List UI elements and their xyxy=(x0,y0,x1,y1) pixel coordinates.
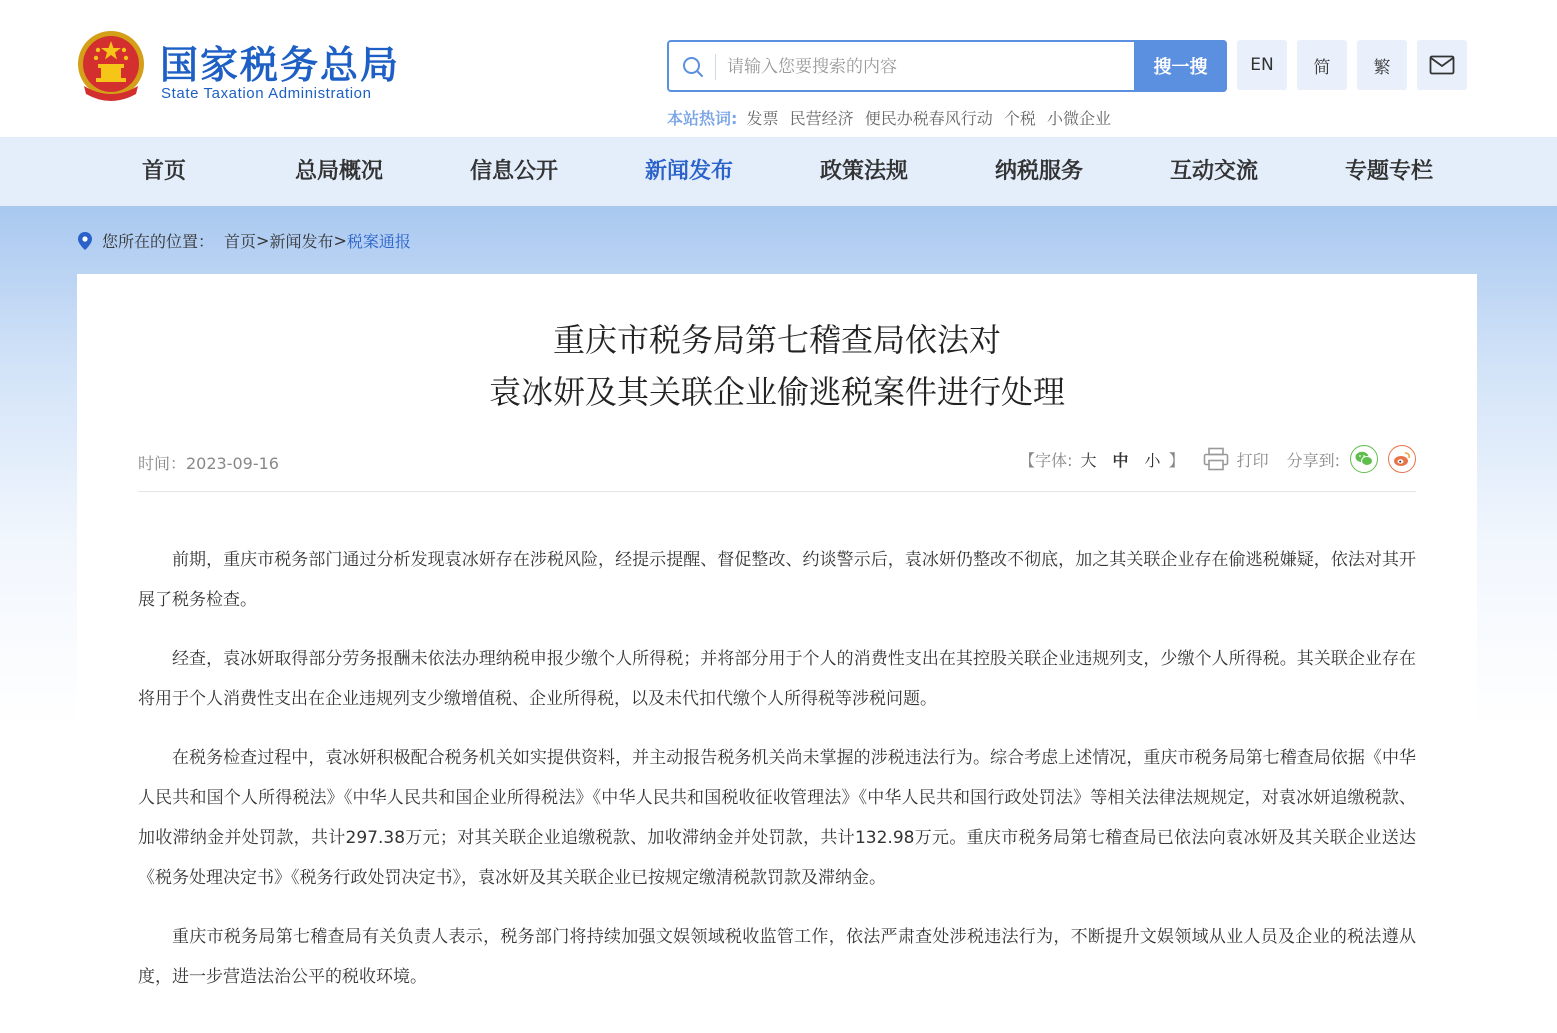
search-input[interactable] xyxy=(727,52,1127,82)
hotwords-label: 本站热词: xyxy=(667,109,738,128)
nav-item-special-topics[interactable]: 专题专栏 xyxy=(1344,159,1434,184)
wechat-icon xyxy=(1355,451,1373,467)
nav-item-interaction[interactable]: 互动交流 xyxy=(1169,159,1259,184)
article-title xyxy=(77,314,1477,418)
article-title-line1: 重庆市税务局第七稽查局依法对 xyxy=(552,321,1001,359)
font-size-medium[interactable]: 中 xyxy=(1112,450,1129,470)
weibo-icon xyxy=(1393,451,1411,467)
article-tools xyxy=(1019,444,1416,474)
traditional-chinese-button[interactable]: 繁 xyxy=(1357,40,1407,90)
breadcrumb-separator: > xyxy=(333,231,347,250)
location-pin-icon xyxy=(78,232,92,250)
hotword-link[interactable]: 便民办税春风行动 xyxy=(864,109,993,128)
mail-icon xyxy=(1429,55,1455,75)
print-button[interactable]: 打印 xyxy=(1236,450,1269,470)
main-nav xyxy=(0,137,1557,206)
simplified-chinese-button[interactable]: 简 xyxy=(1297,40,1347,90)
print-icon[interactable] xyxy=(1203,447,1229,471)
search-box xyxy=(667,40,1227,92)
publish-time: 时间：2023-09-16 xyxy=(138,454,279,473)
font-size-small[interactable]: 小 xyxy=(1144,450,1161,470)
mail-button[interactable] xyxy=(1417,40,1467,90)
site-header xyxy=(0,0,1557,137)
nav-item-news[interactable]: 新闻发布 xyxy=(644,159,734,184)
search-button[interactable]: 搜一搜 xyxy=(1134,40,1227,92)
search-icon xyxy=(681,55,705,79)
hotword-link[interactable]: 民营经济 xyxy=(789,109,854,128)
article-paragraph: 在税务检查过程中，袁冰妍积极配合税务机关如实提供资料，并主动报告税务机关尚未掌握的涉税违法行为。综合考虑上述情况，重庆市税务局第七稽查局依据《中华人民共和国个人所得税法》《中华人民共和国企业所得税法》《中华人民共和国税收征收管理法》《中华人民共和国行政处罚法》等相关法律法规规定，对袁冰妍追缴税款、加收滞纳金并处罚款，共计297.38万元；对其关联企业追缴税款、加收滞纳金并处罚款，共计132.98万元。重庆市税务局第七稽查局已依法向袁冰妍及其关联企业送达《税务处理决定书》《税务行政处罚决定书》，袁冰妍及其关联企业已按规定缴清税款罚款及滞纳金。 xyxy=(138,748,1416,888)
breadcrumb-tax-case[interactable]: 税案通报 xyxy=(346,232,411,251)
share-wechat-button[interactable] xyxy=(1350,445,1378,473)
english-button[interactable]: EN xyxy=(1237,40,1287,90)
hotword-link[interactable]: 小微企业 xyxy=(1046,109,1111,128)
breadcrumb-home[interactable]: 首页 xyxy=(224,232,257,251)
breadcrumb xyxy=(78,229,411,252)
article-paragraph: 重庆市税务局第七稽查局有关负责人表示，税务部门将持续加强文娱领域税收监管工作，依法严肃查处涉税违法行为，不断提升文娱领域从业人员及企业的税法遵从度，进一步营造法治公平的税收环境。 xyxy=(138,927,1416,987)
font-size-label: 【字体: xyxy=(1019,450,1073,470)
breadcrumb-news[interactable]: 新闻发布 xyxy=(269,232,334,251)
hotwords xyxy=(667,106,1117,129)
nav-item-tax-service[interactable]: 纳税服务 xyxy=(994,159,1084,184)
breadcrumb-separator: > xyxy=(256,231,270,250)
article-card xyxy=(77,274,1477,1033)
article-title-line2: 袁冰妍及其关联企业偷逃税案件进行处理 xyxy=(488,373,1065,411)
article-body xyxy=(138,540,1416,1016)
site-name-cn[interactable]: 国家税务总局 xyxy=(160,42,401,87)
font-size-large[interactable]: 大 xyxy=(1080,450,1097,470)
nav-item-home[interactable]: 首页 xyxy=(141,159,187,184)
breadcrumb-prefix: 您所在的位置： xyxy=(102,232,215,251)
nav-item-policy[interactable]: 政策法规 xyxy=(819,159,909,184)
national-emblem-icon[interactable] xyxy=(76,28,146,104)
article-meta xyxy=(138,450,1416,492)
article-paragraph: 经查，袁冰妍取得部分劳务报酬未依法办理纳税申报少缴个人所得税；并将部分用于个人的消费性支出在其控股关联企业违规列支，少缴个人所得税。其关联企业存在将用于个人消费性支出在企业违规列支少缴增值税、企业所得税，以及未代扣代缴个人所得税等涉税问题。 xyxy=(138,649,1416,709)
search-divider xyxy=(715,54,716,80)
font-size-close: 】 xyxy=(1168,450,1185,470)
hotword-link[interactable]: 个税 xyxy=(1003,109,1036,128)
article-paragraph: 前期，重庆市税务部门通过分析发现袁冰妍存在涉税风险，经提示提醒、督促整改、约谈警示后，袁冰妍仍整改不彻底，加之其关联企业存在偷逃税嫌疑，依法对其开展了税务检查。 xyxy=(138,550,1416,610)
site-name-en[interactable]: State Taxation Administration xyxy=(161,85,372,102)
share-label: 分享到: xyxy=(1286,450,1340,470)
hotword-link[interactable]: 发票 xyxy=(746,109,779,128)
nav-item-overview[interactable]: 总局概况 xyxy=(294,159,384,184)
share-weibo-button[interactable] xyxy=(1388,445,1416,473)
nav-item-info-disclosure[interactable]: 信息公开 xyxy=(469,159,559,184)
